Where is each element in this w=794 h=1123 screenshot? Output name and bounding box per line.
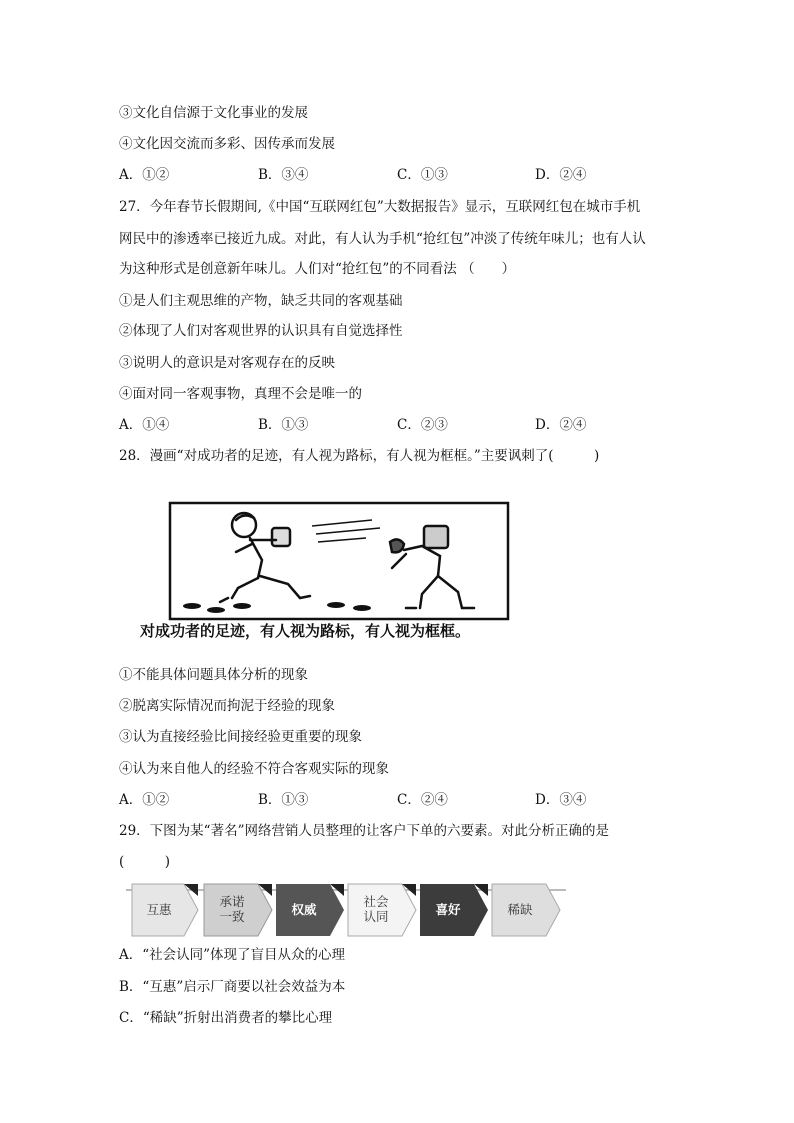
q28-statement-1: ①不能具体问题具体分析的现象 (119, 667, 308, 683)
choice-c[interactable]: C．②③ (397, 417, 448, 433)
q27-statement-4: ④面对同一客观事物，真理不会是唯一的 (119, 386, 362, 402)
choice-d[interactable]: D．③④ (535, 792, 587, 808)
cartoon-caption: 对成功者的足迹，有人视为路标，有人视为框框。 (140, 622, 471, 640)
statement-3: ③文化自信源于文化事业的发展 (119, 105, 308, 121)
choice-b[interactable]: B．①③ (258, 792, 309, 808)
q28-statement-4: ④认为来自他人的经验不符合客观实际的现象 (119, 761, 389, 777)
flow-step-liking: 喜好 (435, 901, 461, 917)
flow-step-social-proof: 社会 认同 (363, 894, 389, 924)
q28-statement-2: ②脱离实际情况而拘泥于经验的现象 (119, 698, 335, 714)
flow-step-authority: 权威 (291, 901, 317, 917)
q27-stem-1: 27．今年春节长假期间,《中国“互联网红包”大数据报告》显示，互联网红包在城市手机 (119, 199, 641, 215)
q27-stem-3: 为这种形式是创意新年味儿。人们对“抢红包”的不同看法 （ ） (119, 261, 516, 277)
six-elements-flow (126, 882, 566, 938)
q27-stem-2: 网民中的渗透率已接近九成。对此，有人认为手机“抢红包”冲淡了传统年味儿；也有人认 (119, 231, 646, 247)
choice-b[interactable]: B．③④ (258, 167, 309, 183)
q27-statement-2: ②体现了人们对客观世界的认识具有自觉选择性 (119, 323, 403, 339)
statement-4: ④文化因交流而多彩、因传承而发展 (119, 136, 335, 152)
q29-blank: ( ) (119, 854, 171, 870)
flow-step-commitment: 承诺 一致 (219, 894, 245, 924)
choice-d[interactable]: D．②④ (535, 417, 587, 433)
q27-statement-3: ③说明人的意识是对客观存在的反映 (119, 355, 335, 371)
choice-a[interactable]: A．①② (119, 792, 170, 808)
choice-c[interactable]: C．②④ (397, 792, 448, 808)
choice-b[interactable]: B．①③ (258, 417, 309, 433)
choice-a[interactable]: A．①④ (119, 417, 170, 433)
q27-statement-1: ①是人们主观思维的产物，缺乏共同的客观基础 (119, 293, 403, 309)
q29-choice-c[interactable]: C．“稀缺”折射出消费者的攀比心理 (119, 1010, 333, 1026)
q29-choice-b[interactable]: B．“互惠”启示厂商要以社会效益为本 (119, 979, 346, 995)
choice-c[interactable]: C．①③ (397, 167, 448, 183)
choice-a[interactable]: A．①② (119, 167, 170, 183)
choice-d[interactable]: D．②④ (535, 167, 587, 183)
cartoon-illustration (140, 498, 560, 643)
q28-stem: 28．漫画“对成功者的足迹，有人视为路标，有人视为框框。”主要讽刺了( ) (119, 448, 600, 464)
q28-statement-3: ③认为直接经验比间接经验更重要的现象 (119, 729, 362, 745)
q29-choice-a[interactable]: A．“社会认同”体现了盲目从众的心理 (119, 947, 346, 963)
flow-step-reciprocity: 互惠 (146, 901, 172, 917)
q29-stem: 29．下图为某“著名”网络营销人员整理的让客户下单的六要素。对此分析正确的是 (119, 823, 609, 839)
flow-step-scarcity: 稀缺 (507, 901, 533, 917)
